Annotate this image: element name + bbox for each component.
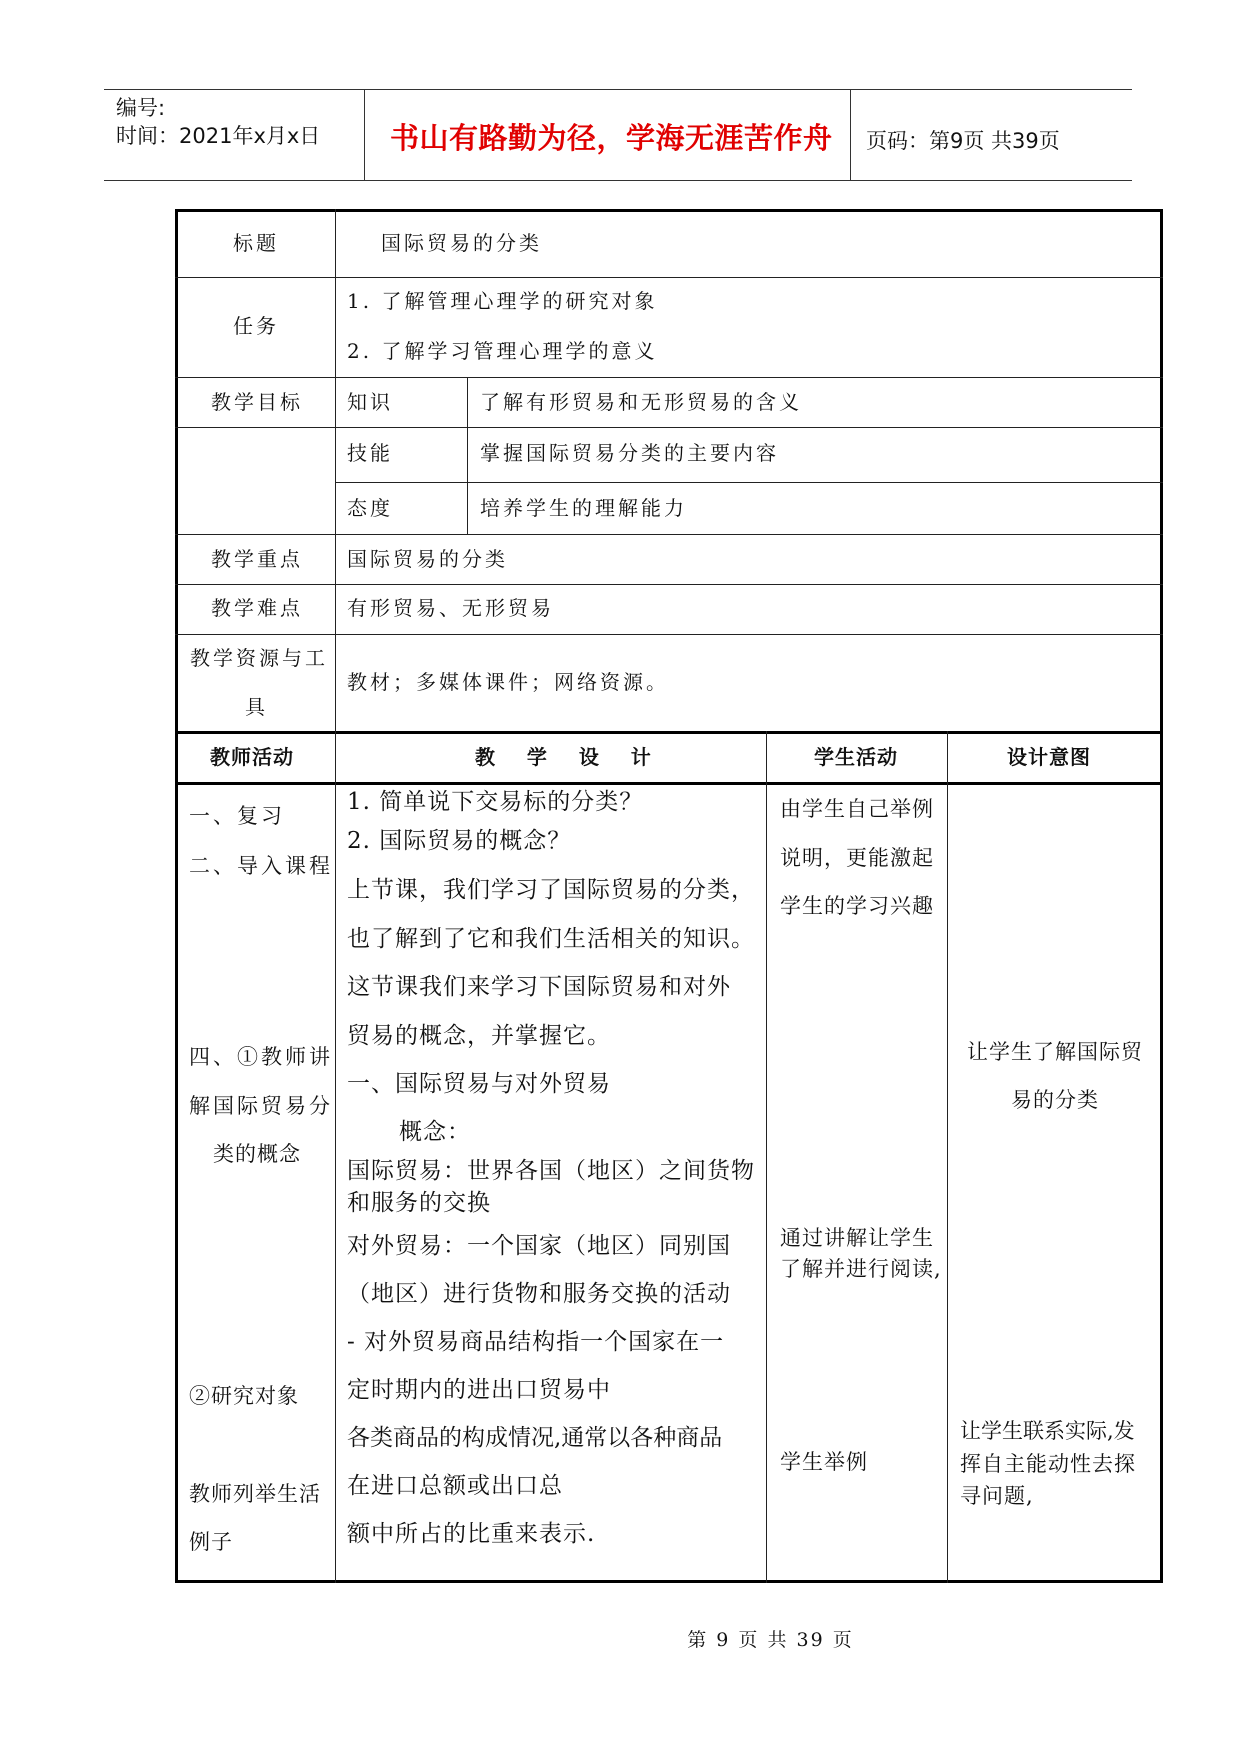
col-rule [467, 377, 468, 534]
row-rule [335, 482, 1163, 483]
table-top-border [175, 209, 1163, 212]
design-line: 上节课，我们学习了国际贸易的分类， [347, 877, 755, 903]
header-bottom-rule [104, 180, 1132, 181]
column-header-intent: 设计意图 [1007, 745, 1091, 769]
header-divider-left [364, 89, 365, 181]
task-item: 2. 了解学习管理心理学的意义 [347, 339, 658, 363]
col-rule [766, 731, 767, 1583]
design-line: （地区）进行货物和服务交换的活动 [347, 1281, 731, 1307]
student-activity-line: 通过讲解让学生 [780, 1226, 934, 1250]
design-line: 和服务的交换 [347, 1190, 491, 1216]
key-point-label: 教学重点 [211, 547, 303, 571]
teacher-activity-line: 类的概念 [213, 1142, 301, 1166]
design-line: 2. 国际贸易的概念？ [347, 828, 572, 854]
teacher-activity-line: 教师列举生活 [189, 1482, 321, 1506]
teacher-activity-line: 一、复习 [189, 804, 285, 828]
row-rule [175, 427, 1163, 428]
goal-content: 了解有形贸易和无形贸易的含义 [480, 390, 802, 414]
document-time: 时间：2021年x月x日 [116, 124, 321, 148]
col-rule [947, 731, 948, 1583]
design-line: 各类商品的构成情况,通常以各种商品 [347, 1425, 723, 1451]
document-number-label: 编号: [116, 96, 166, 120]
title-value: 国际贸易的分类 [381, 231, 542, 255]
resource-value: 教材；多媒体课件；网络资源。 [347, 670, 669, 694]
intent-line: 让学生了解国际贸 [967, 1040, 1143, 1064]
resource-label: 具 [245, 695, 268, 719]
design-line: 概念： [399, 1119, 471, 1145]
intent-line: 易的分类 [1011, 1088, 1099, 1112]
design-line: - 对外贸易商品结构指一个国家在一 [347, 1329, 725, 1355]
teacher-activity-line: 四、①教师讲 [189, 1045, 333, 1069]
row-rule [175, 584, 1163, 585]
page-footer: 第 9 页 共 39 页 [687, 1629, 854, 1651]
design-line: 在进口总额或出口总 [347, 1473, 563, 1499]
header-page-code: 页码：第9页 共39页 [866, 129, 1060, 153]
design-line: 额中所占的比重来表示. [347, 1521, 596, 1547]
teacher-activity-line: ②研究对象 [189, 1384, 299, 1408]
header-top-rule [104, 89, 1132, 90]
row-rule [175, 534, 1163, 535]
row-rule [175, 277, 1163, 278]
goal-label: 教学目标 [211, 390, 303, 414]
col-rule [335, 209, 336, 1583]
table-left-border [175, 209, 178, 1583]
column-header-student: 学生活动 [814, 745, 898, 769]
goal-type: 技能 [347, 441, 393, 465]
header-divider-right [850, 89, 851, 181]
student-activity-line: 说明，更能激起 [780, 846, 934, 870]
student-activity-line: 学生的学习兴趣 [780, 894, 934, 918]
table-right-border [1160, 209, 1163, 1583]
header-motto: 书山有路勤为径，学海无涯苦作舟 [390, 121, 833, 155]
difficulty-label: 教学难点 [211, 596, 303, 620]
design-line: 这节课我们来学习下国际贸易和对外 [347, 974, 731, 1000]
design-line: 一、国际贸易与对外贸易 [347, 1071, 611, 1097]
design-line: 国际贸易：世界各国（地区）之间货物 [347, 1158, 755, 1184]
goal-content: 培养学生的理解能力 [480, 496, 687, 520]
column-header-design: 教 学 设 计 [475, 745, 657, 769]
design-line: 对外贸易：一个国家（地区）同别国 [347, 1233, 731, 1259]
teacher-activity-line: 例子 [189, 1530, 233, 1554]
design-line: 1. 简单说下交易标的分类？ [347, 789, 644, 815]
table-bottom-border [175, 1580, 1163, 1583]
teacher-activity-line: 二、导入课程 [189, 854, 333, 878]
goal-type: 态度 [347, 496, 393, 520]
resource-label: 教学资源与工 [190, 646, 328, 670]
teacher-activity-line: 解国际贸易分 [189, 1094, 333, 1118]
goal-type: 知识 [347, 390, 393, 414]
design-line: 定时期内的进出口贸易中 [347, 1377, 611, 1403]
row-rule [175, 634, 1163, 635]
design-line: 贸易的概念，并掌握它。 [347, 1023, 611, 1049]
intent-line: 让学生联系实际,发 [960, 1419, 1135, 1443]
student-activity-line: 由学生自己举例 [780, 797, 934, 821]
goal-content: 掌握国际贸易分类的主要内容 [480, 441, 779, 465]
intent-line: 挥自主能动性去探 [960, 1452, 1136, 1476]
section-rule [175, 731, 1163, 734]
key-point-value: 国际贸易的分类 [347, 547, 508, 571]
task-label: 任务 [233, 314, 279, 338]
section-rule [175, 782, 1163, 785]
design-line: 也了解到了它和我们生活相关的知识。 [347, 926, 755, 952]
intent-line: 寻问题, [960, 1484, 1034, 1508]
difficulty-value: 有形贸易、无形贸易 [347, 596, 554, 620]
column-header-teacher: 教师活动 [210, 745, 294, 769]
student-activity-line: 学生举例 [780, 1450, 868, 1474]
student-activity-line: 了解并进行阅读, [780, 1257, 942, 1281]
row-rule [175, 377, 1163, 378]
title-label: 标题 [233, 231, 279, 255]
task-item: 1. 了解管理心理学的研究对象 [347, 289, 658, 313]
